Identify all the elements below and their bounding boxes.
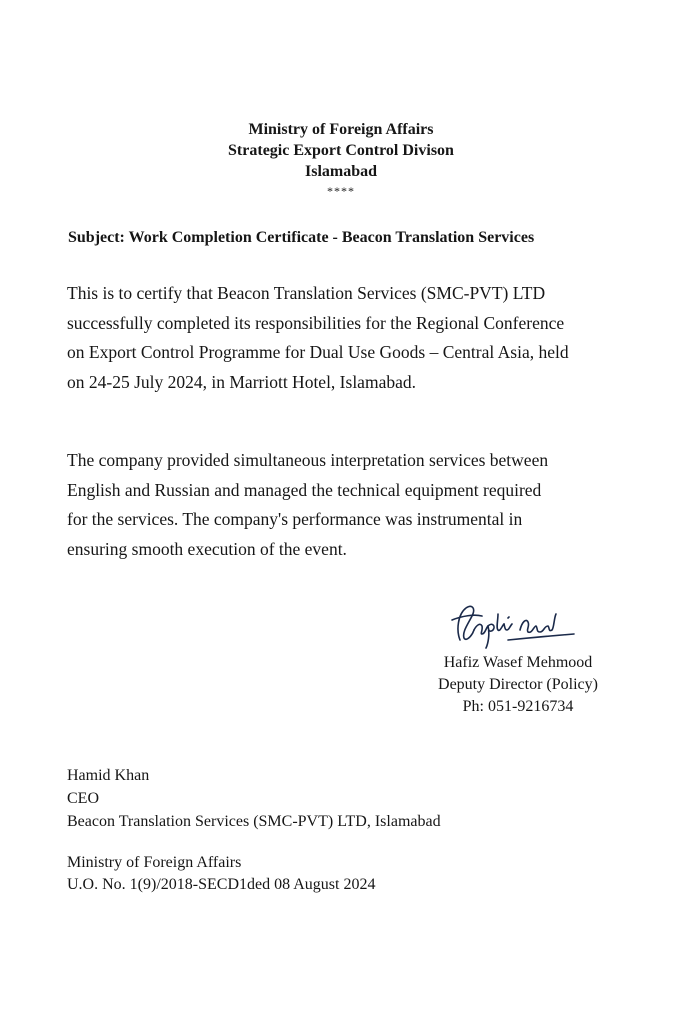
header-separator: **** bbox=[327, 184, 355, 198]
paragraph-line: English and Russian and managed the technical equipment required bbox=[67, 479, 542, 500]
services-paragraph bbox=[67, 446, 657, 565]
certification-paragraph bbox=[67, 279, 657, 398]
recipient-block bbox=[67, 764, 441, 833]
reference-number: U.O. No. 1(9)/2018-SECD1ded 08 August 2024 bbox=[67, 876, 376, 893]
signatory-phone: Ph: 051-9216734 bbox=[462, 698, 574, 715]
reference-block bbox=[67, 852, 375, 896]
reference-ministry: Ministry of Foreign Affairs bbox=[67, 854, 242, 871]
paragraph-line: The company provided simultaneous interpretation services between bbox=[67, 450, 549, 470]
recipient-name: Hamid Khan bbox=[67, 767, 150, 784]
division-heading: Strategic Export Control Divison bbox=[228, 142, 454, 159]
signatory-block bbox=[418, 652, 618, 718]
letterhead bbox=[0, 119, 682, 200]
city-heading: Islamabad bbox=[304, 163, 378, 180]
paragraph-line: on 24-25 July 2024, in Marriott Hotel, Islamabad. bbox=[67, 372, 416, 393]
paragraph-line: ensuring smooth execution of the event. bbox=[67, 539, 347, 560]
signatory-designation: Deputy Director (Policy) bbox=[438, 676, 598, 693]
paragraph-line: on Export Control Programme for Dual Use Goods – Central Asia, held bbox=[67, 342, 569, 363]
signature-icon bbox=[448, 600, 578, 650]
paragraph-line: for the services. The company's performance was instrumental in bbox=[67, 509, 523, 530]
paragraph-line: successfully completed its responsibilities for the Regional Conference bbox=[67, 312, 565, 333]
subject-line: Subject: Work Completion Certificate - Beacon Translation Services bbox=[68, 229, 535, 246]
recipient-company: Beacon Translation Services (SMC-PVT) LTD, Islamabad bbox=[67, 813, 441, 830]
recipient-title: CEO bbox=[67, 790, 99, 807]
paragraph-line: This is to certify that Beacon Translation Services (SMC-PVT) LTD bbox=[67, 283, 546, 303]
signatory-name: Hafiz Wasef Mehmood bbox=[443, 654, 593, 671]
ministry-heading: Ministry of Foreign Affairs bbox=[248, 121, 434, 138]
